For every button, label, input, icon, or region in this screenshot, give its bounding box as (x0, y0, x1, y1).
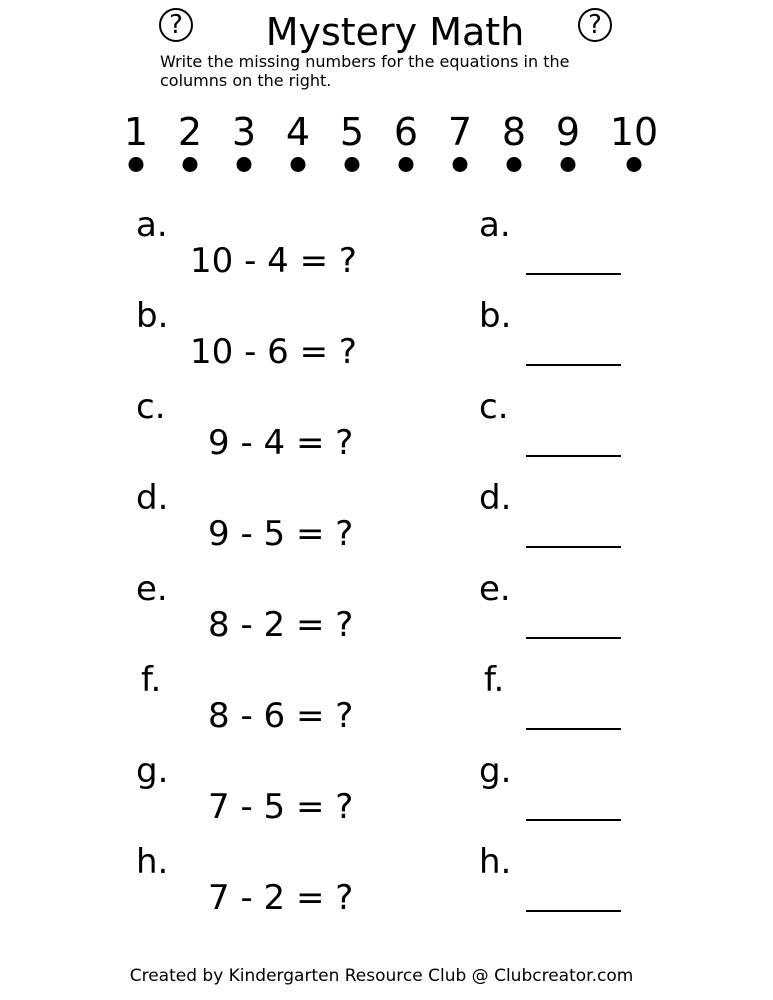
equation: 8 - 2 = ? (208, 605, 354, 645)
answer-letter: c. (479, 387, 509, 427)
number-line-number: 2 (177, 110, 203, 154)
answer-letter: h. (479, 842, 512, 882)
number-line-number: 4 (285, 110, 311, 154)
number-line-dot (627, 157, 642, 172)
equation: 8 - 6 = ? (208, 696, 354, 736)
number-line-dot (129, 157, 144, 172)
instructions-text: Write the missing numbers for the equations in the columns on the right. (160, 52, 570, 90)
number-line-dot (183, 157, 198, 172)
number-line-number: 9 (555, 110, 581, 154)
number-line-number: 1 (123, 110, 149, 154)
answer-blank[interactable] (526, 364, 621, 366)
page-title: Mystery Math (265, 10, 525, 54)
number-line-number: 3 (231, 110, 257, 154)
problem-letter: c. (136, 387, 166, 427)
number-line-number: 7 (447, 110, 473, 154)
problem-letter: e. (136, 569, 168, 609)
problem-letter: f. (141, 660, 162, 700)
equation: 9 - 5 = ? (208, 514, 354, 554)
number-line-number: 8 (501, 110, 527, 154)
equation: 9 - 4 = ? (208, 423, 354, 463)
answer-letter: f. (484, 660, 505, 700)
question-circle-icon: ? (578, 8, 612, 42)
answer-blank[interactable] (526, 910, 621, 912)
footer-credit: Created by Kindergarten Resource Club @ Clubcreator.com (129, 966, 634, 986)
number-line (0, 110, 773, 180)
answer-letter: d. (479, 478, 512, 518)
answer-blank[interactable] (526, 273, 621, 275)
number-line-dot (291, 157, 306, 172)
number-line-dot (507, 157, 522, 172)
equation: 10 - 4 = ? (190, 241, 357, 281)
number-line-number: 6 (393, 110, 419, 154)
answer-blank[interactable] (526, 546, 621, 548)
answer-blank[interactable] (526, 728, 621, 730)
equation: 7 - 5 = ? (208, 787, 354, 827)
problem-letter: a. (136, 205, 168, 245)
equation: 7 - 2 = ? (208, 878, 354, 918)
number-line-number: 5 (339, 110, 365, 154)
answer-blank[interactable] (526, 455, 621, 457)
equation: 10 - 6 = ? (190, 332, 357, 372)
answer-letter: g. (479, 751, 512, 791)
problem-letter: d. (136, 478, 169, 518)
problem-letter: b. (136, 296, 169, 336)
number-line-dot (237, 157, 252, 172)
problem-letter: h. (136, 842, 169, 882)
number-line-dot (561, 157, 576, 172)
answer-letter: e. (479, 569, 511, 609)
answer-blank[interactable] (526, 637, 621, 639)
number-line-number: 10 (609, 110, 659, 154)
answer-blank[interactable] (526, 819, 621, 821)
number-line-dot (399, 157, 414, 172)
number-line-dot (345, 157, 360, 172)
answer-letter: b. (479, 296, 512, 336)
number-line-dot (453, 157, 468, 172)
problem-letter: g. (136, 751, 169, 791)
question-circle-icon: ? (159, 8, 193, 42)
answer-letter: a. (479, 205, 511, 245)
